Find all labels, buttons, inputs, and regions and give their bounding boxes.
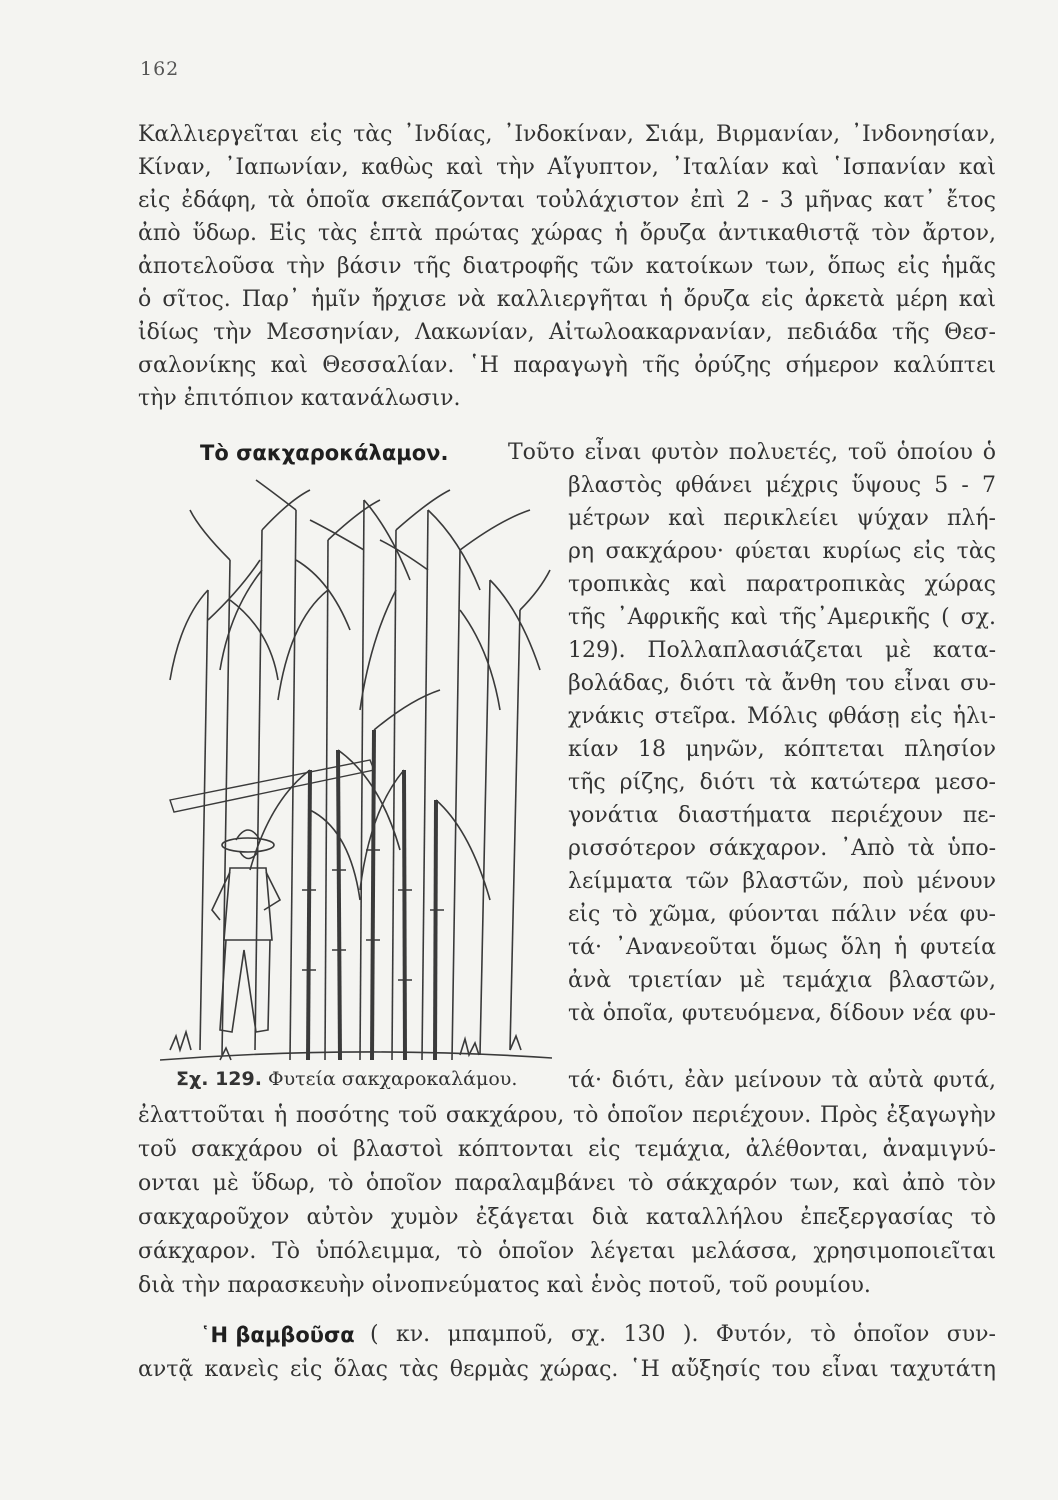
figure-number: Σχ. 129. [176, 1068, 262, 1090]
text-line: βλαστὸς φθάνει μέχρις ὕψους 5 - 7 [568, 473, 996, 498]
text-line: τροπικὰς καὶ παρατροπικὰς χώρας [568, 572, 996, 597]
text-line: τὴν ἐπιτόπιον κατανάλωσιν. [138, 386, 461, 411]
page-number: 162 [140, 58, 180, 80]
text-line: ὁ σῖτος. Παρ᾿ ἡμῖν ἤρχισε νὰ καλλιεργῆται ἡ ὄρυζα εἰς ἀρκετὰ μέρη καὶ [138, 287, 996, 312]
text-line: 129). Πολλαπλασιάζεται μὲ κατα- [568, 638, 996, 663]
text-line: εἰς τὸ χῶμα, φύονται πάλιν νέα φυ- [568, 902, 996, 927]
text-line: αντᾷ κανεὶς εἰς ὅλας τὰς θερμὰς χώρας. ῾Η αὔξησίς του εἶναι ταχυτάτη [138, 1357, 996, 1382]
text-line: εἰς ἐδάφη, τὰ ὁποῖα σκεπάζονται τοὐλάχιστον ἐπὶ 2 - 3 μῆνας κατ᾿ ἔτος [138, 188, 996, 213]
text-line: Καλλιεργεῖται εἰς τὰς ᾿Ινδίας, ᾿Ινδοκίναν, Σιάμ, Βιρμανίαν, ᾿Ινδονησίαν, [138, 122, 996, 147]
text-line: σάκχαρον. Τὸ ὑπόλειμμα, τὸ ὁποῖον λέγεται μελάσσα, χρησιμοποιεῖται [138, 1239, 996, 1264]
text-line: ἀπὸ ὕδωρ. Εἰς τὰς ἑπτὰ πρώτας χώρας ἡ ὄρυζα ἀντικαθιστᾷ τὸν ἄρτον, [138, 221, 996, 246]
text-line: κίαν 18 μηνῶν, κόπτεται πλησίον [568, 737, 996, 762]
figure-caption-text: Φυτεία σακχαροκαλάμου. [268, 1068, 518, 1090]
text-line: τά· ᾿Ανανεοῦται ὅμως ὅλη ἡ φυτεία [568, 935, 996, 960]
text-line: σακχαροῦχον αὐτὸν χυμὸν ἐξάγεται διὰ καταλλήλου ἐπεξεργασίας τὸ [138, 1205, 996, 1230]
text-line: χνάκις στεῖρα. Μόλις φθάσῃ εἰς ἡλι- [568, 704, 996, 729]
figure-sugarcane-plantation [160, 470, 552, 1070]
text-line: ἐλαττοῦται ἡ ποσότης τοῦ σακχάρου, τὸ ὁποῖον περιέχουν. Πρὸς ἐξαγωγὴν [138, 1103, 996, 1128]
text-line: τῆς ᾿Αφρικῆς καὶ τῆς᾿Αμερικῆς ( σχ. [568, 605, 996, 630]
text-line: ἰδίως τὴν Μεσσηνίαν, Λακωνίαν, Αἰτωλοακαρνανίαν, πεδιάδα τῆς Θεσ- [138, 320, 996, 345]
text-line: ρισσότερον σάκχαρον. ᾿Απὸ τὰ ὑπο- [568, 836, 996, 861]
sugarcane-illustration [160, 470, 552, 1070]
text-line: Τοῦτο εἶναι φυτὸν πολυετές, τοῦ ὁποίου ὁ [508, 440, 996, 465]
text-line: ἀποτελοῦσα τὴν βάσιν τῆς διατροφῆς τῶν κατοίκων των, ὅπως εἰς ἡμᾶς [138, 254, 996, 279]
text-line: τοῦ σακχάρου οἱ βλαστοὶ κόπτονται εἰς τεμάχια, ἀλέθονται, ἀναμιγνύ- [138, 1137, 996, 1162]
text-line: τά· διότι, ἐὰν μείνουν τὰ αὐτὰ φυτά, [568, 1068, 996, 1093]
text-line: ( κν. μπαμποῦ, σχ. 130 ). Φυτόν, τὸ ὁποῖον συν- [370, 1322, 996, 1347]
text-line: βολάδας, διότι τὰ ἄνθη του εἶναι συ- [568, 671, 996, 696]
text-line: τῆς ρίζης, διότι τὰ κατώτερα μεσο- [568, 770, 996, 795]
text-line: διὰ τὴν παρασκευὴν οἰνοπνεύματος καὶ ἑνὸς ποτοῦ, τοῦ ρουμίου. [138, 1273, 871, 1298]
text-line: Κίναν, ᾿Ιαπωνίαν, καθὼς καὶ τὴν Αἴγυπτον, ᾿Ιταλίαν καὶ ῾Ισπανίαν καὶ [138, 155, 996, 180]
figure-caption [176, 1064, 517, 1094]
text-line: μέτρων καὶ περικλείει ψύχαν πλή- [568, 506, 996, 531]
section-heading-sugarcane: Τὸ σακχαροκάλαμον. [200, 441, 449, 465]
section-heading-bamboo: ῾Η βαμβοῦσα [200, 1323, 355, 1347]
text-line: γονάτια διαστήματα περιέχουν πε- [568, 803, 996, 828]
text-line: λείμματα τῶν βλαστῶν, ποὺ μένουν [568, 869, 996, 894]
text-line: ρη σακχάρου· φύεται κυρίως εἰς τὰς [568, 539, 996, 564]
text-line: τὰ ὁποῖα, φυτευόμενα, δίδουν νέα φυ- [568, 1001, 996, 1026]
text-line: σαλονίκης καὶ Θεσσαλίαν. ῾Η παραγωγὴ τῆς ὀρύζης σήμερον καλύπτει [138, 353, 996, 378]
text-line: ἀνὰ τριετίαν μὲ τεμάχια βλαστῶν, [568, 968, 996, 993]
text-line: ονται μὲ ὕδωρ, τὸ ὁποῖον παραλαμβάνει τὸ σάκχαρόν των, καὶ ἀπὸ τὸν [138, 1171, 996, 1196]
